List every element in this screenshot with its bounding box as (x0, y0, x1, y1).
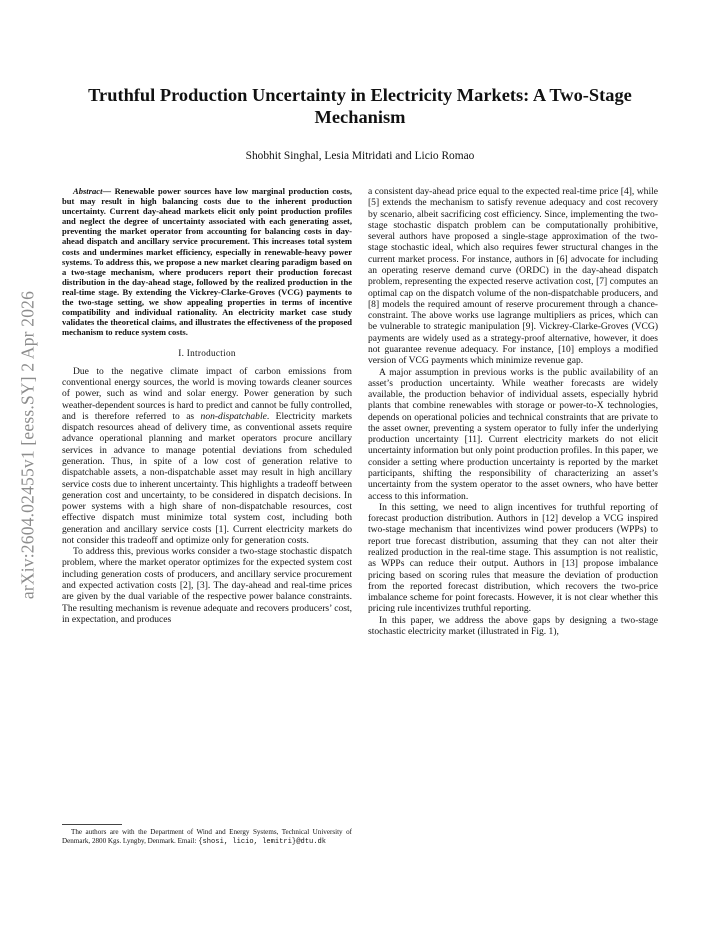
intro-paragraph-1-part-a: Due to the negative climate impact of carbon emissions from conventional energy sources, the world is moving towards cleaner sources of power, such as wind and solar energy. Power generation by such weather-dependent sources is hard to predict and cannot be fully controlled, and is therefore referred to as (62, 365, 352, 422)
right-paragraph-4: In this paper, we address the above gaps by designing a two-stage stochastic electricity market (illustrated in Fig. 1), (368, 614, 658, 637)
intro-paragraph-1-part-b: . Electricity markets dispatch resources ahead of delivery time, as conventional assets require advance operational planning and market operators procure ancillary services in advance to manage potential deviations from scheduled generation. Thus, in spite of a low cost of generation relative to dispatchable assets, a non-dispatchable asset may result in high ancillary service costs due to inherent uncertainty. This highlights a tradeoff between generation cost and uncertainty, to be considered in dispatch decisions. In power systems with a high share of non-dispatchable resources, cost effective dispatch must minimize total system cost, including both generation and ancillary service costs [1]. Current electricity markets do not consider this tradeoff and optimize only for generation costs. (62, 410, 352, 546)
intro-paragraph-1 (62, 366, 352, 547)
abstract-text: — Renewable power sources have low marginal production costs, but may result in high balancing costs due to the inherent production uncertainty. Current day-ahead markets elicit only point production profiles and neglect the degree of uncertainty associated with each generating asset, preventing the market operator from accounting for balancing costs in day-ahead dispatch and ancillary service procurement. This increases total system costs and undermines market efficiency, especially in renewable-heavy power systems. To address this, we propose a new market clearing paradigm based on a two-stage mechanism, where producers report their production forecast distribution in the day-ahead stage, followed by the realized production in the real-time stage. By extending the Vickrey-Clarke-Groves (VCG) payments to the two-stage setting, we show appealing properties in terms of incentive compatibility and individual rationality. An electricity market case study validates the theoretical claims, and illustrates the effectiveness of the proposed mechanism to reduce system costs. (62, 186, 352, 338)
right-paragraph-3: In this setting, we need to align incentives for truthful reporting of forecast production distribution. Authors in [12] develop a VCG inspired two-stage mechanism that incentivizes wind power producers (WPPs) to report true forecast distribution, assuming that they can not alter their realized production in the real-time stage. This assumption is not realistic, as WPPs can reduce their output. Authors in [13] propose imbalance pricing based on scoring rules that measure the deviation of production from the reported forecast distribution, which recovers the two-price imbalance scheme for point forecasts. However, it is not clear whether this pricing rule incentivizes truthful reporting. (368, 501, 658, 615)
arxiv-identifier: arXiv:2604.02455v1 [eess.SY] 2 Apr 2026 (17, 290, 38, 600)
author-affiliation-footnote (62, 828, 352, 847)
footnote-email: {shosi, licio, lemitri}@dtu.dk (198, 838, 326, 847)
arxiv-identifier-stamp (8, 230, 48, 660)
intro-paragraph-2: To address this, previous works consider a two-stage stochastic dispatch problem, where the market operator optimizes for the expected system cost including generation costs of producers, and ancillary service procurement and expected activation costs [2], [3]. The day-ahead and real-time prices are given by the dual variable of the respective power balance constraints. The resulting mechanism is revenue adequate and recovers producers’ cost, in expectation, and produces (62, 546, 352, 625)
abstract (62, 186, 352, 337)
abstract-label: Abstract (73, 186, 103, 196)
right-paragraph-1: a consistent day-ahead price equal to the expected real-time price [4], while [5] extends the mechanism to satisfy revenue adequacy and cost recovery by scenario, albeit sacrificing cost efficiency. Since, implementing the two-stage stochastic dispatch problem can be computationally prohibitive, several authors have proposed a single-stage approximation of the two-stage stochastic ideal, which also requires fewer structural changes in the current market process. For instance, authors in [6] advocate for including an operating reserve demand curve (ORDC) in the day-ahead dispatch problem, representing the expected reserve activation cost, [7] computes an optimal cap on the dispatch volume of the non-dispatchable producers, and [8] models the required amount of reserve procurement through a chance-constraint. The above works use lagrange multipliers as prices, which can be vulnerable to strategic manipulation [9]. Vickrey-Clarke-Groves (VCG) payments are widely used as a strategy-proof alternative, however, it does not guarantee revenue adequacy. For instance, [10] employs a modified version of VCG payments which minimize revenue gap. (368, 186, 658, 367)
left-column (62, 186, 352, 625)
intro-paragraph-1-emphasis: non-dispatchable (200, 410, 267, 422)
paper-title: Truthful Production Uncertainty in Electricity Markets: A Two-Stage Mechanism (88, 85, 632, 127)
paper-authors: Shobhit Singhal, Lesia Mitridati and Licio Romao (245, 150, 475, 162)
right-column (368, 186, 658, 637)
right-paragraph-2: A major assumption in previous works is the public availability of an asset’s production uncertainty. While weather forecasts are widely available, the production behavior of individual assets, especially hybrid plants that combine renewables with storage or power-to-X technologies, depends on operational policies and technical constraints that are private to the asset owner, preventing a system operator to fully infer the underlying production uncertainty [11]. Current electricity markets do not elicit uncertainty information but only point production profiles. In this paper, we consider a setting where production uncertainty is reported by the market participants, shifting the responsibility of characterizing an asset’s uncertainty from the system operator to the asset owners, who have better access to this information. (368, 366, 658, 502)
footnote-text: The authors are with the Department of Wind and Energy Systems, Technical University of Denmark, 2800 Kgs. Lyngby, Denmark. Email: (62, 828, 352, 846)
footnote-divider (62, 824, 122, 825)
section-heading-introduction: I. Introduction (178, 348, 236, 359)
